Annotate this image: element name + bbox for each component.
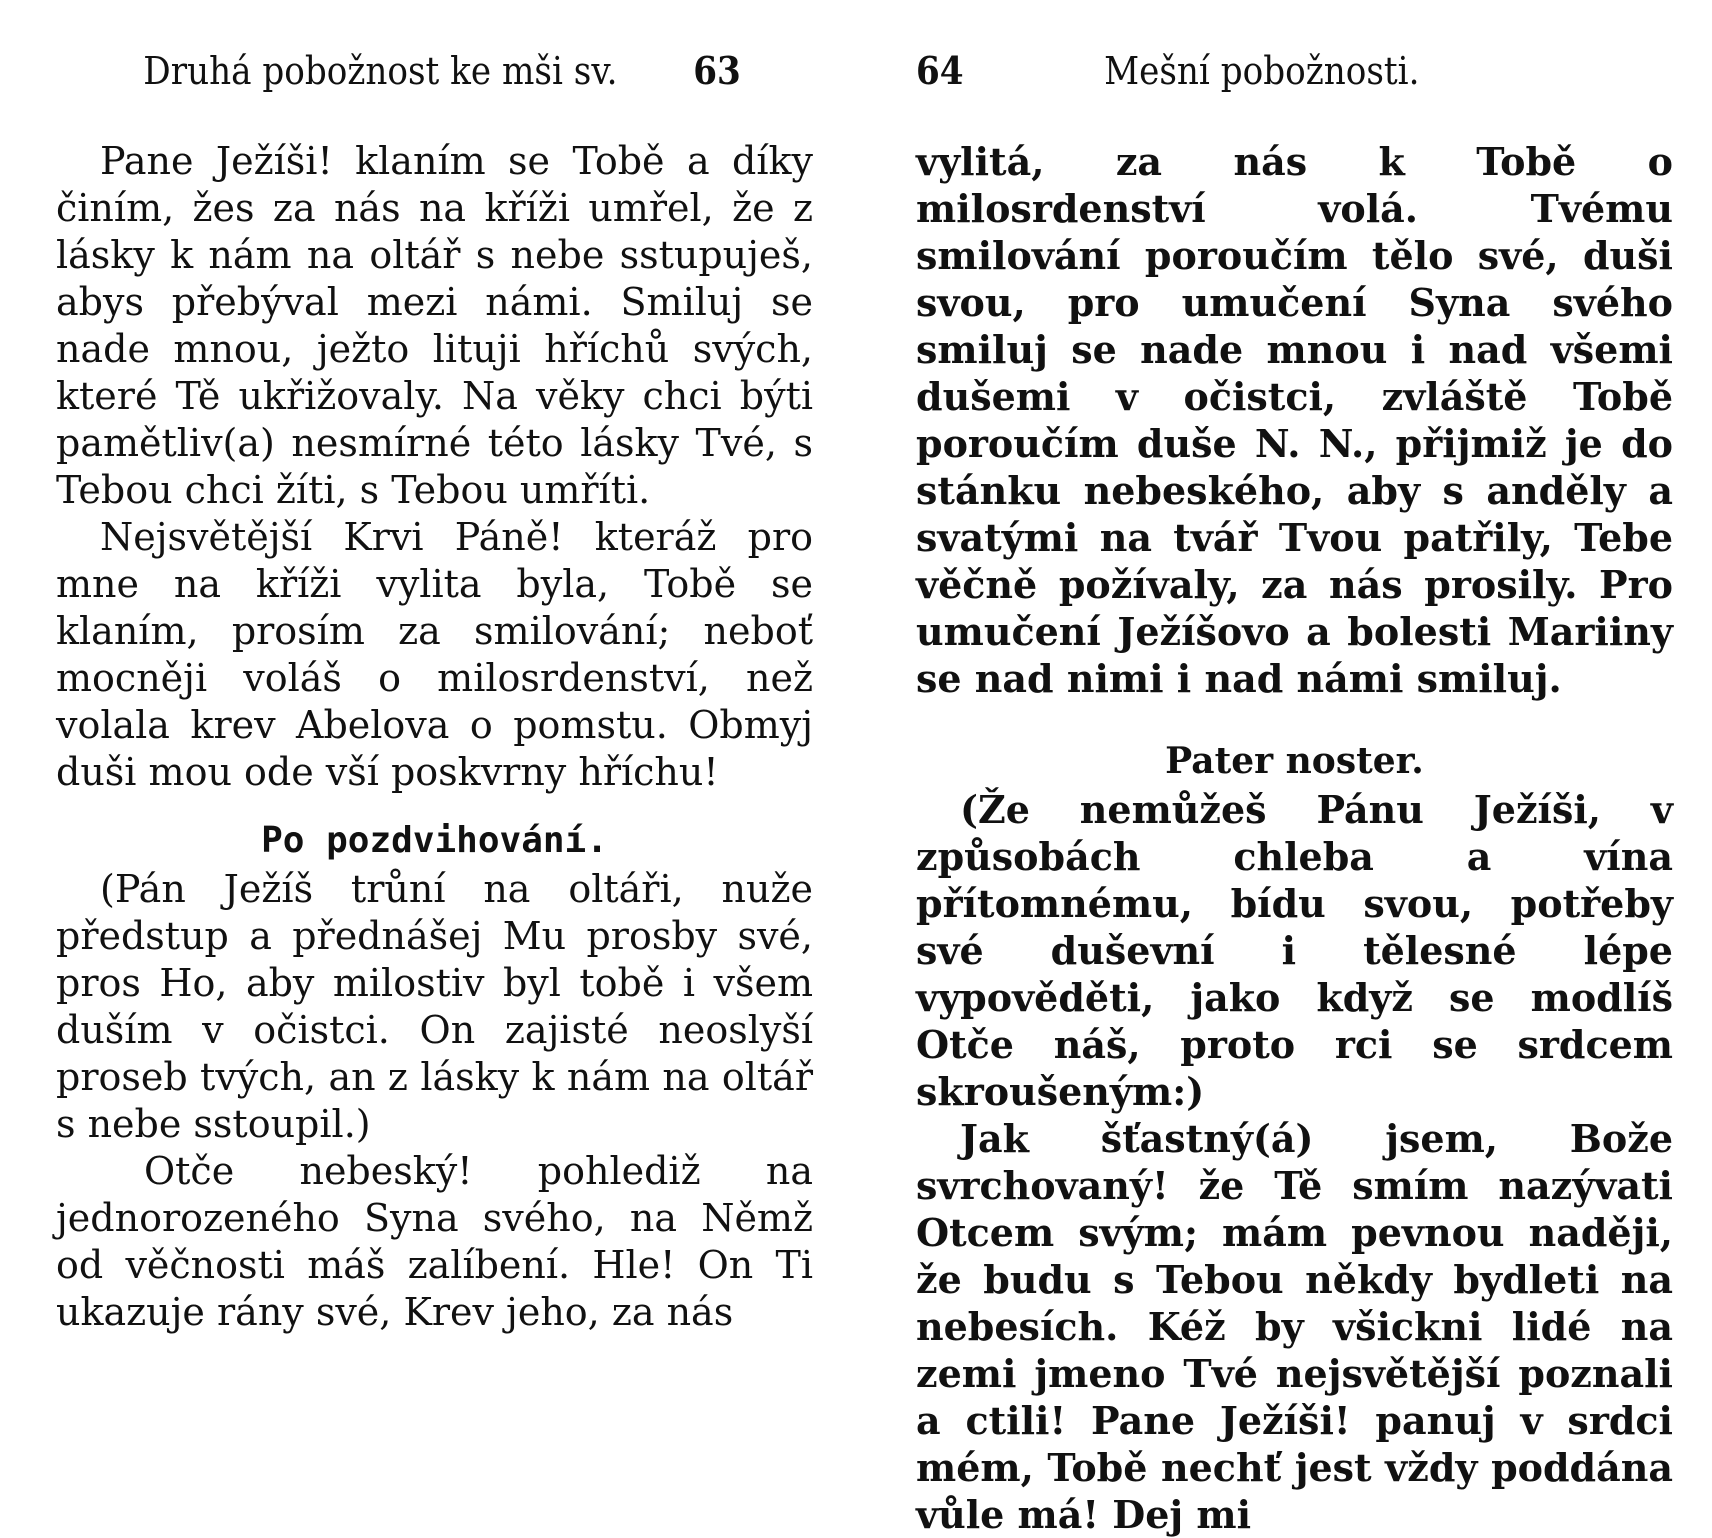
page-number-right: 64 xyxy=(916,48,964,93)
right-page-body xyxy=(916,138,1673,1538)
page-number-left: 63 xyxy=(693,48,741,93)
paragraph: Pane Ježíši! klaním se Tobě a díky činím, žes za nás na kříži umřel, že z lásky k nám na oltář s nebe sstupuješ, abys přebýval mezi námi. Smiluj se nade mnou, ježto lituji hříchů svých, které Tě ukřižovaly. Na věky chci býti pamětliv(a) nesmírné této lásky Tvé, s Tebou chci žíti, s Tebou umříti. xyxy=(56,139,813,512)
running-title-left: Druhá pobožnost ke mši sv. xyxy=(143,49,618,93)
running-title-right: Mešní pobožnosti. xyxy=(1104,49,1420,93)
left-page-body xyxy=(56,138,813,1336)
section-heading: Po pozdvihování. xyxy=(261,820,608,861)
section-heading: Pater noster. xyxy=(1165,740,1424,782)
paragraph: (Pán Ježíš trůní na oltáři, nuže předstup a přednášej Mu prosby své, pros Ho, aby milostiv byl tobě i všem duším v očistci. On zajisté neoslyší proseb tvých, an z lásky k nám na oltář s nebe sstoupil.) xyxy=(56,867,813,1146)
paragraph: Jak šťastný(á) jsem, Bože svrchovaný! že Tě smím nazývati Otcem svým; mám pevnou naději, že budu s Tebou někdy bydleti na nebesích. Kéž by všickni lidé na zemi jmeno Tvé nejsvětější poznali a ctili! Pane Ježíši! panuj v srdci mém, Tobě nechť jest vždy poddána vůle má! Dej mi xyxy=(916,1116,1673,1537)
left-page xyxy=(56,0,813,1500)
paragraph: (Že nemůžeš Pánu Ježíši, v způsobách chleba a vína přítomnému, bídu svou, potřeby své duševní i tělesné lépe vypověděti, jako když se modlíš Otče náš, proto rci se srdcem skroušeným:) xyxy=(916,787,1673,1114)
paragraph: Otče nebeský! pohlediž na jednorozeného Syna svého, na Němž od věčnosti máš zalíbení. Hle! On Ti ukazuje rány své, Krev jeho, za nás xyxy=(56,1149,813,1334)
running-head-left xyxy=(56,48,741,94)
right-page xyxy=(916,0,1673,1537)
paragraph: vylitá, za nás k Tobě o milosrdenství volá. Tvému smilování poroučím tělo své, duši svou, pro umučení Syna svého smiluj se nade mnou i nad všemi dušemi v očistci, zvláště Tobě poroučím duše N. N., přijmiž je do stánku nebeského, aby s anděly a svatými na tvář Tvou patřily, Tebe věčně požívaly, za nás prosily. Pro umučení Ježíšovo a bolesti Mariiny se nad nimi i nad námi smiluj. xyxy=(916,139,1673,701)
paragraph: Nejsvětější Krvi Páně! kteráž pro mne na kříži vylita byla, Tobě se klaním, prosím za smilování; neboť mocněji voláš o milosrdenství, než volala krev Abelova o pomstu. Obmyj duši mou ode vší poskvrny hříchu! xyxy=(56,515,813,794)
running-head-right xyxy=(916,48,1597,94)
